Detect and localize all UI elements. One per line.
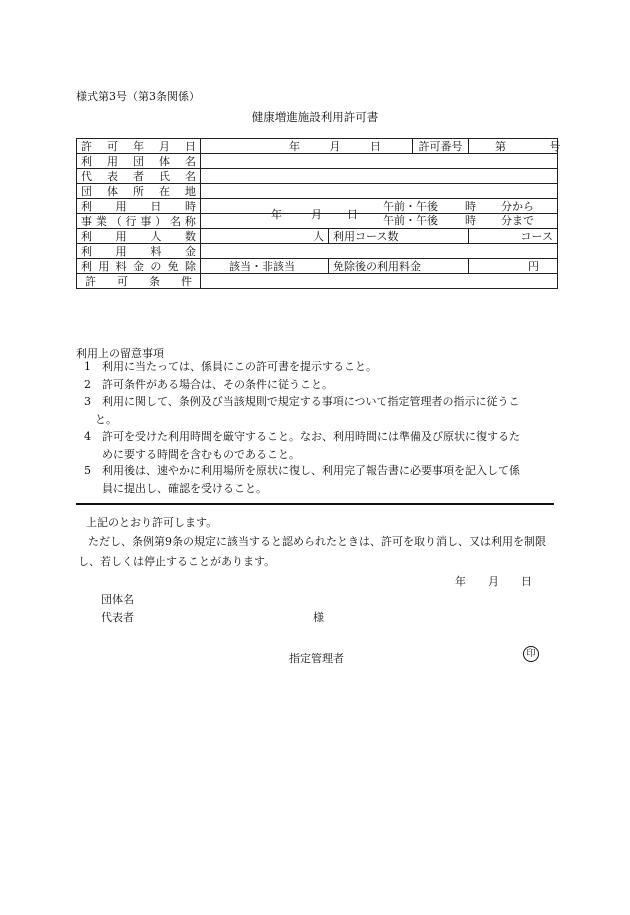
revocation-clause: ただし、条例第9条の規定に該当すると認められたときは、許可を取り消し、又は利用を制限し、若しくは停止することがあります。: [78, 535, 546, 568]
exemption-choice[interactable]: 該当・非該当: [201, 259, 329, 274]
org-address-label: 団 体 所 在 地: [77, 184, 201, 199]
after-exemption-label: 免除後の利用料金: [329, 259, 469, 274]
user-count-field[interactable]: 人: [201, 229, 329, 244]
org-name-label: 利 用 団 体 名: [77, 154, 201, 169]
event-name-label: 事 業 （ 行 事 ） 名 称: [77, 214, 201, 229]
rep-name-field[interactable]: [201, 169, 558, 184]
note-item: 5 利用後は、速やかに利用場所を原状に復し、利用完了報告書に必要事項を記入して係 員に提出し、確認を受けること。: [84, 464, 520, 495]
note-item: 2 許可条件がある場合は、その条件に従うこと。: [84, 378, 333, 391]
representative-label: 代表者: [101, 611, 134, 624]
after-exemption-field[interactable]: 円: [469, 259, 558, 274]
org-name-label-bottom: 団体名: [101, 593, 134, 606]
usage-datetime-field[interactable]: 年 月 日 午前・午後 時 分から 午前・午後 時 分まで: [201, 199, 558, 214]
note-item: 3 利用に関して、条例及び当該規則で規定する事項について指定管理者の指示に従うこ と。: [84, 395, 520, 426]
honorific: 様: [313, 611, 324, 624]
note-item: 4 許可を受けた利用時間を厳守すること。なお、利用時間には準備及び原状に復するた めに要する時間を含むものであること。: [84, 430, 520, 461]
permit-date-cell[interactable]: 年 月 日: [201, 139, 413, 154]
divider: [76, 503, 554, 505]
fee-label: 利 用 料 金: [77, 244, 201, 259]
course-count-field[interactable]: コース: [469, 229, 558, 244]
exemption-label: 利 用 料 金 の 免 除: [77, 259, 201, 274]
notes-heading: 利用上の留意事項: [76, 347, 164, 360]
org-address-field[interactable]: [201, 184, 558, 199]
conditions-label: 許 可 条 件: [77, 274, 201, 289]
seal-icon: 印: [523, 646, 539, 662]
document-title: 健康増進施設利用許可書: [251, 110, 379, 124]
permit-number-label: 許可番号: [413, 139, 469, 154]
note-item: 1 利用に当たっては、係員にこの許可書を提示すること。: [84, 360, 377, 373]
permit-number-cell[interactable]: 第 号: [469, 139, 558, 154]
permit-table: [76, 138, 561, 289]
form-code: 様式第3号（第3条関係）: [76, 90, 200, 103]
rep-name-label: 代 表 者 氏 名: [77, 169, 201, 184]
permit-date-label: 許 可 年 月 日: [77, 139, 201, 154]
issue-date: 年 月 日: [455, 575, 532, 588]
conditions-field[interactable]: [201, 274, 558, 289]
usage-datetime-label: 利 用 日 時: [77, 199, 201, 214]
course-count-label: 利用コース数: [329, 229, 469, 244]
permission-statement: 上記のとおり許可します。: [86, 516, 218, 529]
user-count-label: 利 用 人 数: [77, 229, 201, 244]
org-name-field[interactable]: [201, 154, 558, 169]
designated-manager-label: 指定管理者: [289, 652, 344, 665]
fee-field[interactable]: [201, 244, 558, 259]
